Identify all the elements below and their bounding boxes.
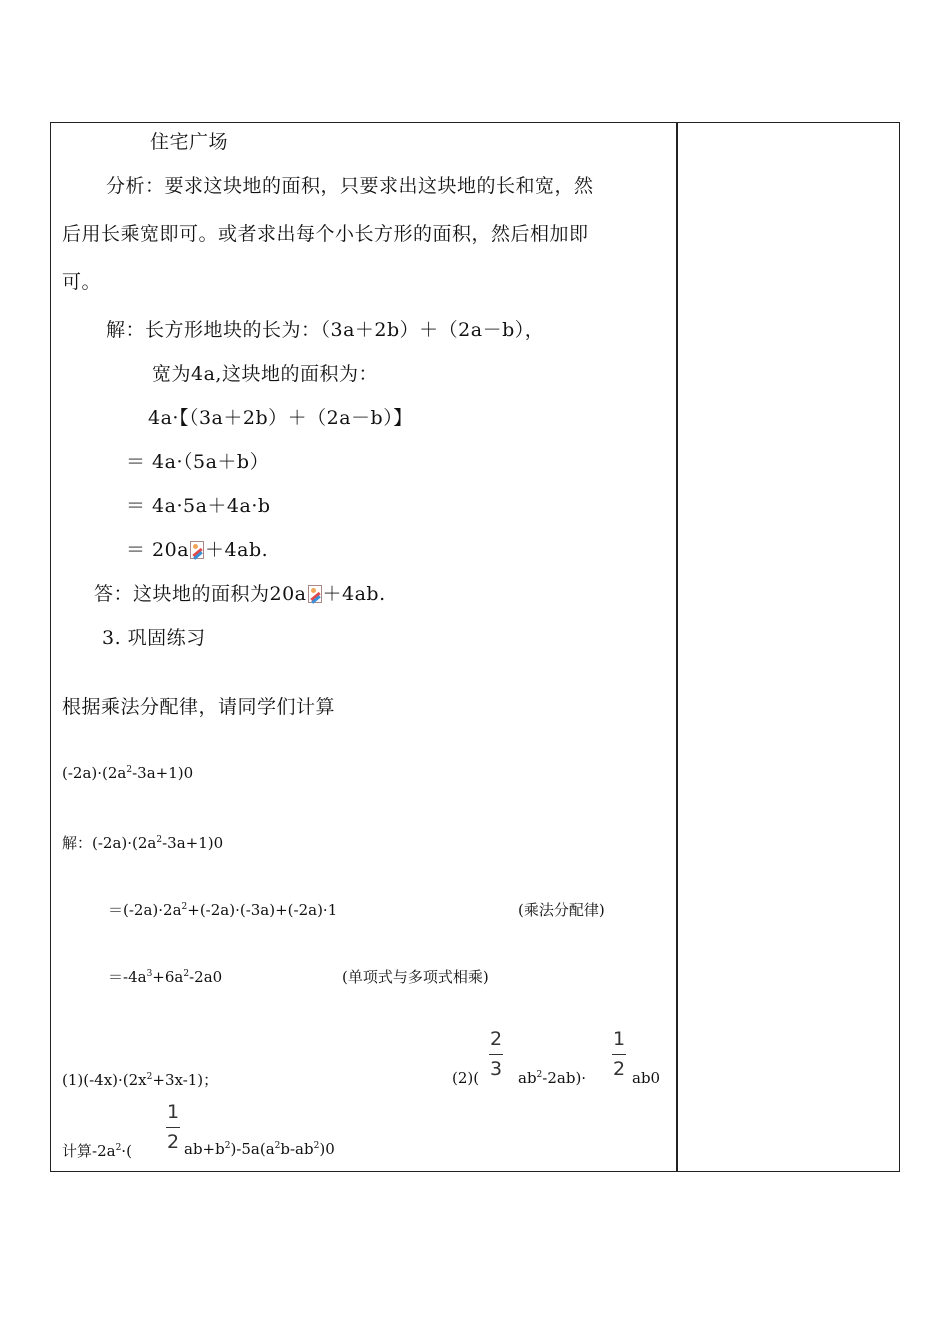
compute-sup-2: 2 [224, 1141, 231, 1151]
solution-step-2 [108, 966, 222, 987]
area-expression: 4a·【（3a＋2b）＋（2a－b）】 [148, 407, 413, 429]
step1-note: (乘法分配律) [518, 901, 605, 919]
step1-text-a: ＝(-2a)·2a [108, 901, 182, 919]
problem1-text-b: +3x-1)； [152, 1071, 219, 1089]
compute-prefix [62, 1140, 132, 1161]
step2-sup-2: 2 [183, 969, 190, 979]
problem2-text-b: ab [518, 1069, 537, 1087]
fraction-bar [612, 1054, 626, 1055]
answer-line [94, 579, 386, 606]
answer-suffix: ＋4ab. [322, 583, 386, 605]
compute-text-b: ·( [121, 1142, 132, 1160]
step2-sup-1: 3 [146, 969, 153, 979]
answer-prefix: 答：这块地的面积为20a [94, 583, 307, 605]
problem-1 [62, 1069, 218, 1090]
example-sup: 2 [126, 765, 133, 775]
area-step-3 [126, 535, 268, 562]
problem1-sup: 2 [146, 1072, 153, 1082]
compute-text-a: 计算-2a [62, 1142, 116, 1160]
broken-image-icon [190, 541, 204, 559]
problem-2-body [518, 1069, 586, 1087]
solution-step-1 [108, 899, 337, 920]
fraction-numerator: 2 [489, 1028, 503, 1050]
problem1-text-a: (1)(-4x)·(2x [62, 1071, 147, 1089]
solution-text-a: 解：(-2a)·(2a [62, 834, 157, 852]
compute-sup-1: 2 [115, 1143, 122, 1153]
step2-note: (单项式与多项式相乘) [342, 968, 489, 986]
problem2-text-c: -2ab)· [542, 1069, 587, 1087]
fraction-bar [166, 1127, 180, 1128]
problem2-sup: 2 [536, 1070, 543, 1080]
solution-text-b: -3a+1)0 [162, 834, 224, 852]
example-expression [62, 764, 193, 782]
area-step-3-prefix: ＝ 20a [126, 539, 190, 561]
fraction-denominator: 2 [166, 1131, 180, 1153]
practice-instruction: 根据乘法分配律，请同学们计算 [62, 696, 336, 718]
section-consolidation-practice: 3. 巩固练习 [102, 627, 206, 649]
step1-sup: 2 [181, 902, 188, 912]
solution-sup: 2 [156, 835, 163, 845]
fraction-denominator: 3 [489, 1058, 503, 1080]
solution-length: 解：长方形地块的长为：（3a＋2b）＋（2a－b）， [106, 319, 545, 341]
compute-text-f: )0 [319, 1140, 335, 1158]
step2-text-b: +6a [152, 968, 184, 986]
compute-body [184, 1140, 335, 1158]
step1-text-b: +(-2a)·(-3a)+(-2a)·1 [187, 901, 338, 919]
compute-sup-4: 2 [313, 1141, 320, 1151]
analysis-line-1: 分析：要求这块地的面积，只要求出这块地的长和宽，然 [106, 175, 594, 197]
fraction-numerator: 1 [166, 1101, 180, 1123]
fraction-numerator: 1 [612, 1028, 626, 1050]
compute-text-c: ab+b [184, 1140, 225, 1158]
compute-text-d: )-5a(a [230, 1140, 275, 1158]
step2-text-c: -2a0 [189, 968, 223, 986]
area-step-1: ＝ 4a·（5a＋b） [126, 451, 270, 473]
solution-width: 宽为4a,这块地的面积为： [152, 363, 378, 385]
compute-sup-3: 2 [274, 1141, 281, 1151]
area-step-2: ＝ 4a·5a＋4a·b [126, 495, 271, 517]
fraction-denominator: 2 [612, 1058, 626, 1080]
example-solution [62, 832, 223, 853]
fraction-two-thirds [489, 1028, 503, 1080]
example-text-a: (-2a)·(2a [62, 764, 127, 782]
heading-residential-square: 住宅广场 [150, 131, 229, 153]
fraction-one-half [612, 1028, 626, 1080]
step2-text-a: ＝-4a [108, 968, 147, 986]
broken-image-icon [308, 585, 322, 603]
fraction-bar [489, 1054, 503, 1055]
example-text-b: -3a+1)0 [132, 764, 194, 782]
compute-text-e: b-ab [280, 1140, 314, 1158]
problem-2-end: ab0 [632, 1069, 661, 1087]
analysis-line-3: 可。 [62, 271, 102, 293]
column-divider [676, 122, 678, 1172]
problem-2-open: (2)( [452, 1069, 480, 1087]
area-step-3-suffix: ＋4ab. [205, 539, 269, 561]
fraction-one-half-compute [166, 1101, 180, 1153]
analysis-line-2: 后用长乘宽即可。或者求出每个小长方形的面积，然后相加即 [62, 223, 589, 245]
